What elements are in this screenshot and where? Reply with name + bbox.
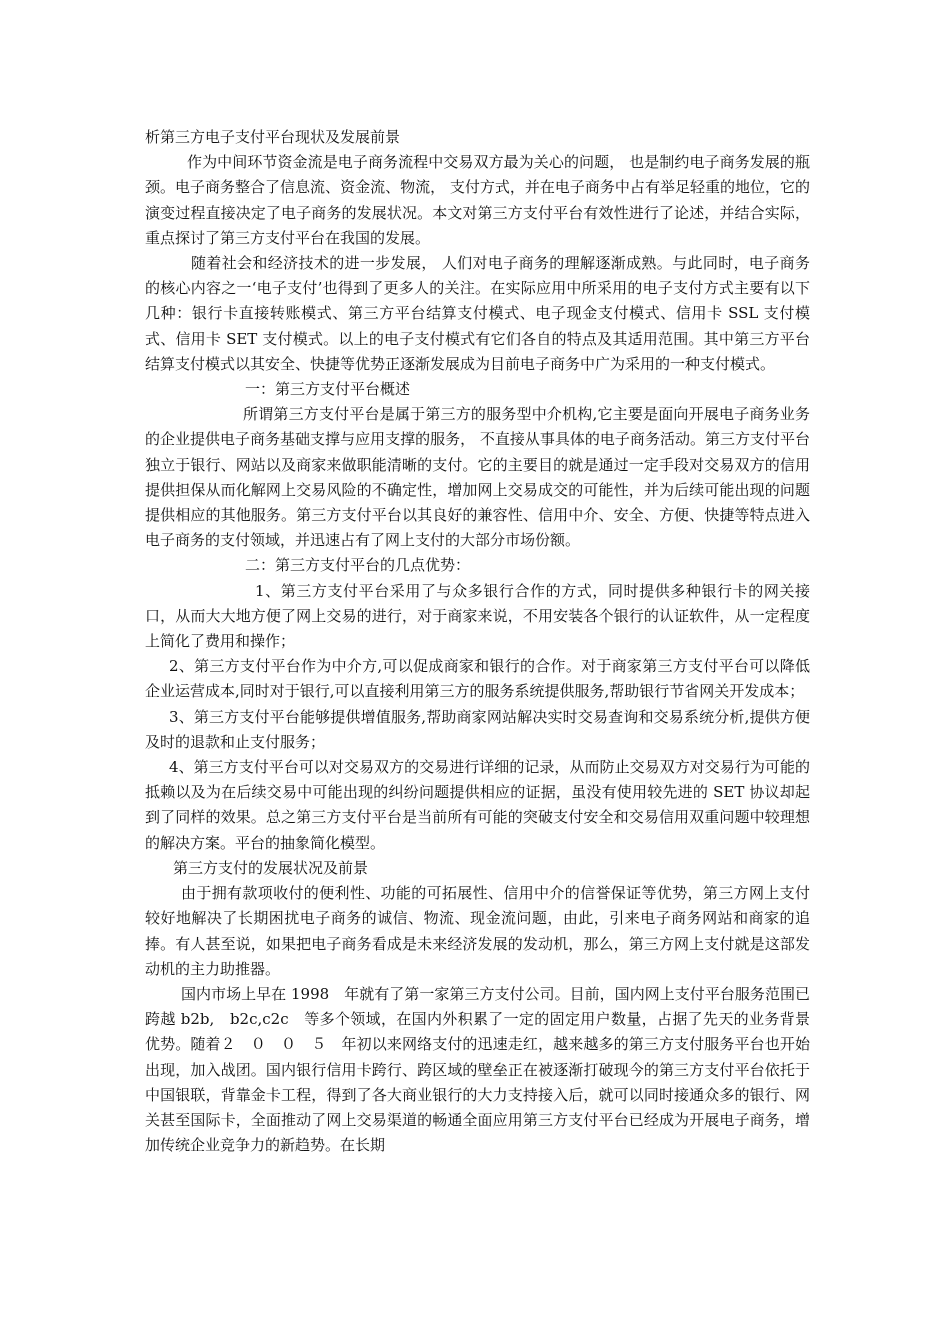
advantage-item-2: 2、第三方支付平台作为中介方,可以促成商家和银行的合作。对于商家第三方支付平台可以降低企业运营成本,同时对于银行,可以直接利用第三方的服务系统提供服务,帮助银行节省网关开发成本； — [145, 657, 810, 701]
document-title: 析第三方电子支付平台现状及发展前景 — [145, 128, 401, 146]
section-heading-advantages: 二：第三方支付平台的几点优势： — [245, 556, 471, 575]
development-paragraph-1: 由于拥有款项收付的便利性、功能的可拓展性、信用中介的信誉保证等优势，第三方网上支付较好地解决了长期困扰电子商务的诚信、物流、现金流问题，由此，引来电子商务网站和商家的追捧。有人甚至说，如果把电子商务看成是未来经济发展的发动机，那么，第三方网上支付就是这部发动机的主力助推器。 — [145, 884, 810, 978]
development-paragraph-2: 国内市场上早在 1998 年就有了第一家第三方支付公司。目前，国内网上支付平台服务范围已跨越 b2b, b2c,c2c 等多个领域，在国内外积累了一定的固定用户数量，占据了先天的业务背景优势。随着２ ０ ０ ５ 年初以来网络支付的迅速走红，越来越多的第三方支付服务平台也开始出现，加入战团。国内银行信用卡跨行、跨区域的壁垒正在被逐渐打破现今的第三方支付平台依托于中国银联，背靠金卡工程，得到了各大商业银行的大力支持接入后，就可以同时接通众多的银行、网关甚至国际卡，全面推动了网上交易渠道的畅通全面应用第三方支付平台已经成为开展电子商务，增加传统企业竞争力的新趋势。在长期 — [145, 984, 810, 1155]
background-paragraph: 随着社会和经济技术的进一步发展， 人们对电子商务的理解逐渐成熟。与此同时，电子商务的核心内容之一‘电子支付’也得到了更多人的关注。在实际应用中所采用的电子支付方式主要有以下几种：银行卡直接转账模式、第三方平台结算支付模式、电子现金支付模式、信用卡 SSL 支付模式、信用卡 SET 支付模式。以上的电子支付模式有它们各自的特点及其适用范围。其中第三方平台结算支付模式以其安全、快捷等优势正逐渐发展成为目前电子商务中广为采用的一种支付模式。 — [145, 254, 810, 373]
advantage-item-1: 1、第三方支付平台采用了与众多银行合作的方式，同时提供多种银行卡的网关接口，从而大大地方便了网上交易的进行，对于商家来说，不用安装各个银行的认证软件，从一定程度上简化了费用和操作； — [145, 581, 810, 651]
document-body — [145, 125, 810, 1158]
overview-paragraph: 所谓第三方支付平台是属于第三方的服务型中介机构,它主要是面向开展电子商务业务的企业提供电子商务基础支撑与应用支撑的服务， 不直接从事具体的电子商务活动。第三方支付平台独立于银行、网站以及商家来做职能清晰的支付。它的主要目的就是通过一定手段对交易双方的信用提供担保从而化解网上交易风险的不确定性，增加网上交易成交的可能性，并为后续可能出现的问题提供相应的其他服务。第三方支付平台以其良好的兼容性、信用中介、安全、方便、快捷等特点进入电子商务的支付领域，并迅速占有了网上支付的大部分市场份额。 — [145, 405, 810, 550]
section-heading-development: 第三方支付的发展状况及前景 — [173, 858, 369, 877]
section-heading-overview: 一：第三方支付平台概述 — [245, 380, 411, 399]
advantage-item-3: 3、第三方支付平台能够提供增值服务,帮助商家网站解决实时交易查询和交易系统分析,提供方便及时的退款和止支付服务； — [145, 707, 810, 751]
intro-paragraph: 作为中间环节资金流是电子商务流程中交易双方最为关心的问题， 也是制约电子商务发展的瓶颈。电子商务整合了信息流、资金流、物流， 支付方式，并在电子商务中占有举足轻重的地位，它的演变过程直接决定了电子商务的发展状况。本文对第三方支付平台有效性进行了论述，并结合实际，重点探讨了第三方支付平台在我国的发展。 — [145, 153, 810, 247]
advantage-item-4: 4、第三方支付平台可以对交易双方的交易进行详细的记录，从而防止交易双方对交易行为可能的抵赖以及为在后续交易中可能出现的纠纷问题提供相应的证据，虽没有使用较先进的 SET 协议却起到了同样的效果。总之第三方支付平台是当前所有可能的突破支付安全和交易信用双重问题中较理想的解决方案。平台的抽象简化模型。 — [145, 758, 810, 852]
